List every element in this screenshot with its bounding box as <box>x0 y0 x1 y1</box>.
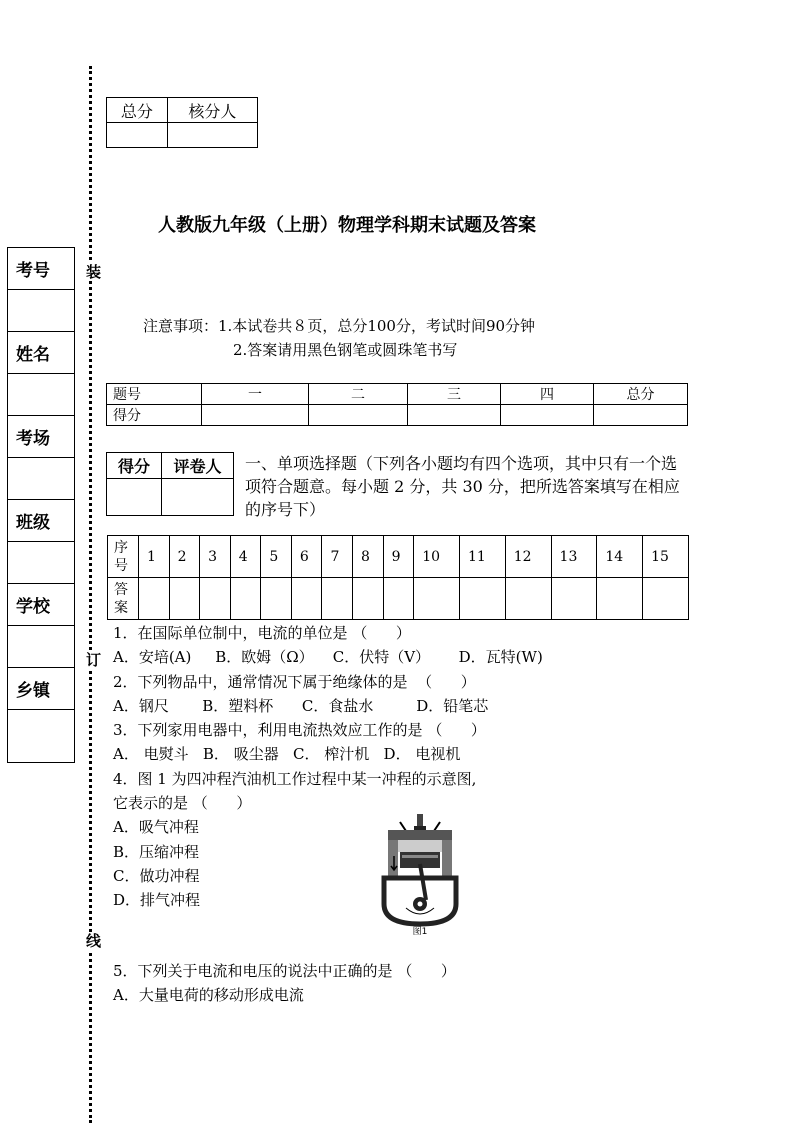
cylinder-wall-left <box>388 840 398 880</box>
score-cell[interactable] <box>202 405 309 426</box>
figure-caption: 图1 <box>412 927 428 937</box>
notice-line-1: 注意事项：1.本试卷共８页，总分100分，考试时间90分钟 <box>143 317 536 335</box>
answer-table-number-15: 15 <box>643 536 689 578</box>
score-table-header-2: 二 <box>309 384 408 405</box>
answer-table-number-9: 9 <box>383 536 414 578</box>
grader-score-cell[interactable] <box>107 479 162 516</box>
question-3-options: A． 电熨斗 B． 吸尘器 C． 榨汁机 D． 电视机 <box>113 745 461 764</box>
question-5: 5．下列关于电流和电压的说法中正确的是 （ ） <box>113 962 456 980</box>
questions-block-2 <box>113 959 456 1008</box>
answer-cell-4[interactable] <box>230 578 261 620</box>
question-4-option-c: C．做功冲程 <box>113 866 200 885</box>
answer-table <box>107 535 689 620</box>
answer-cell-8[interactable] <box>353 578 384 620</box>
figure-1 <box>380 812 460 937</box>
score-table <box>106 383 688 426</box>
answer-table-number-13: 13 <box>551 536 597 578</box>
score-cell[interactable] <box>309 405 408 426</box>
info-label-exam-room: 考场 <box>8 416 75 458</box>
answer-cell-10[interactable] <box>414 578 460 620</box>
engine-cylinder-illustration <box>380 812 460 937</box>
binding-char-zhuang: 装 <box>86 263 102 281</box>
score-table-header-total: 总分 <box>594 384 688 405</box>
info-field-name[interactable] <box>8 374 75 416</box>
grader-score-header: 得分 <box>107 453 162 479</box>
answer-table-number-3: 3 <box>200 536 231 578</box>
info-label-township: 乡镇 <box>8 668 75 710</box>
student-info-table <box>7 247 75 763</box>
question-3: 3．下列家用电器中，利用电流热效应工作的是 （ ） <box>113 721 486 740</box>
answer-cell-2[interactable] <box>169 578 200 620</box>
question-5-option-a: A．大量电荷的移动形成电流 <box>113 986 304 1005</box>
connecting-rod <box>420 864 426 900</box>
answer-cell-12[interactable] <box>505 578 551 620</box>
question-4-option-a: A．吸气冲程 <box>113 818 199 837</box>
score-cell[interactable] <box>408 405 501 426</box>
section-1-heading: 一、单项选择题（下列各小题均有四个选项，其中只有一个选项符合题意。每小题 2 分，共 30 分，把所选答案填写在相应的序号下） <box>245 454 680 519</box>
binding-char-ding: 订 <box>86 651 102 669</box>
info-label-school: 学校 <box>8 584 75 626</box>
info-field-class[interactable] <box>8 542 75 584</box>
score-table-header-4: 四 <box>501 384 594 405</box>
question-4: 4．图 1 为四冲程汽油机工作过程中某一冲程的示意图, <box>113 769 477 788</box>
answer-table-answer-label: 答案 <box>108 578 139 620</box>
score-table-row-label: 得分 <box>107 405 202 426</box>
question-2-options: A．钢尺 B．塑料杯 C．食盐水 D．铅笔芯 <box>113 696 489 715</box>
answer-cell-1[interactable] <box>139 578 170 620</box>
info-field-school[interactable] <box>8 626 75 668</box>
answer-table-number-12: 12 <box>505 536 551 578</box>
spark-plug <box>417 814 423 828</box>
grader-name-header: 评卷人 <box>162 453 234 479</box>
page-title: 人教版九年级（上册）物理学科期末试题及答案 <box>158 215 536 236</box>
total-score-table <box>106 97 258 148</box>
answer-table-number-4: 4 <box>230 536 261 578</box>
grader-name-cell[interactable] <box>162 479 234 516</box>
answer-cell-7[interactable] <box>322 578 353 620</box>
answer-table-number-2: 2 <box>169 536 200 578</box>
score-table-header-3: 三 <box>408 384 501 405</box>
answer-cell-3[interactable] <box>200 578 231 620</box>
questions-block <box>113 621 543 913</box>
question-4-option-d: D．排气冲程 <box>113 891 201 910</box>
question-4-continued: 它表示的是 （ ） <box>113 794 252 813</box>
answer-table-number-11: 11 <box>459 536 505 578</box>
info-label-exam-number: 考号 <box>8 248 75 290</box>
answer-cell-13[interactable] <box>551 578 597 620</box>
answer-table-number-7: 7 <box>322 536 353 578</box>
info-field-exam-room[interactable] <box>8 458 75 500</box>
question-4-option-b: B．压缩冲程 <box>113 842 200 861</box>
question-1: 1．在国际单位制中，电流的单位是 （ ） <box>113 624 411 642</box>
notice-line-2: 2.答案请用黑色钢笔或圆珠笔书写 <box>233 341 458 359</box>
checker-cell[interactable] <box>167 123 257 148</box>
total-score-header: 总分 <box>107 98 168 123</box>
answer-table-number-8: 8 <box>353 536 384 578</box>
score-cell[interactable] <box>501 405 594 426</box>
answer-cell-11[interactable] <box>459 578 505 620</box>
info-label-name: 姓名 <box>8 332 75 374</box>
score-table-header-label: 题号 <box>107 384 202 405</box>
question-1-options: A．安培(A) B．欧姆（Ω） C．伏特（V） D．瓦特(W) <box>113 648 543 667</box>
answer-cell-15[interactable] <box>643 578 689 620</box>
answer-table-number-14: 14 <box>597 536 643 578</box>
score-cell[interactable] <box>594 405 688 426</box>
cylinder-wall-right <box>442 840 452 880</box>
info-field-exam-number[interactable] <box>8 290 75 332</box>
answer-cell-9[interactable] <box>383 578 414 620</box>
question-2: 2．下列物品中，通常情况下属于绝缘体的是 （ ） <box>113 672 476 691</box>
answer-cell-6[interactable] <box>291 578 322 620</box>
notice <box>143 314 535 362</box>
answer-cell-5[interactable] <box>261 578 292 620</box>
info-field-township[interactable] <box>8 710 75 763</box>
binding-char-xian: 线 <box>86 932 102 950</box>
answer-table-number-6: 6 <box>291 536 322 578</box>
answer-cell-14[interactable] <box>597 578 643 620</box>
answer-table-number-5: 5 <box>261 536 292 578</box>
info-label-class: 班级 <box>8 500 75 542</box>
answer-table-number-1: 1 <box>139 536 170 578</box>
total-score-cell[interactable] <box>107 123 168 148</box>
checker-header: 核分人 <box>167 98 257 123</box>
score-table-header-1: 一 <box>202 384 309 405</box>
grader-table <box>106 452 234 516</box>
answer-table-number-10: 10 <box>414 536 460 578</box>
binding-dotted-line <box>89 66 92 1123</box>
answer-table-number-label: 序号 <box>108 536 139 578</box>
